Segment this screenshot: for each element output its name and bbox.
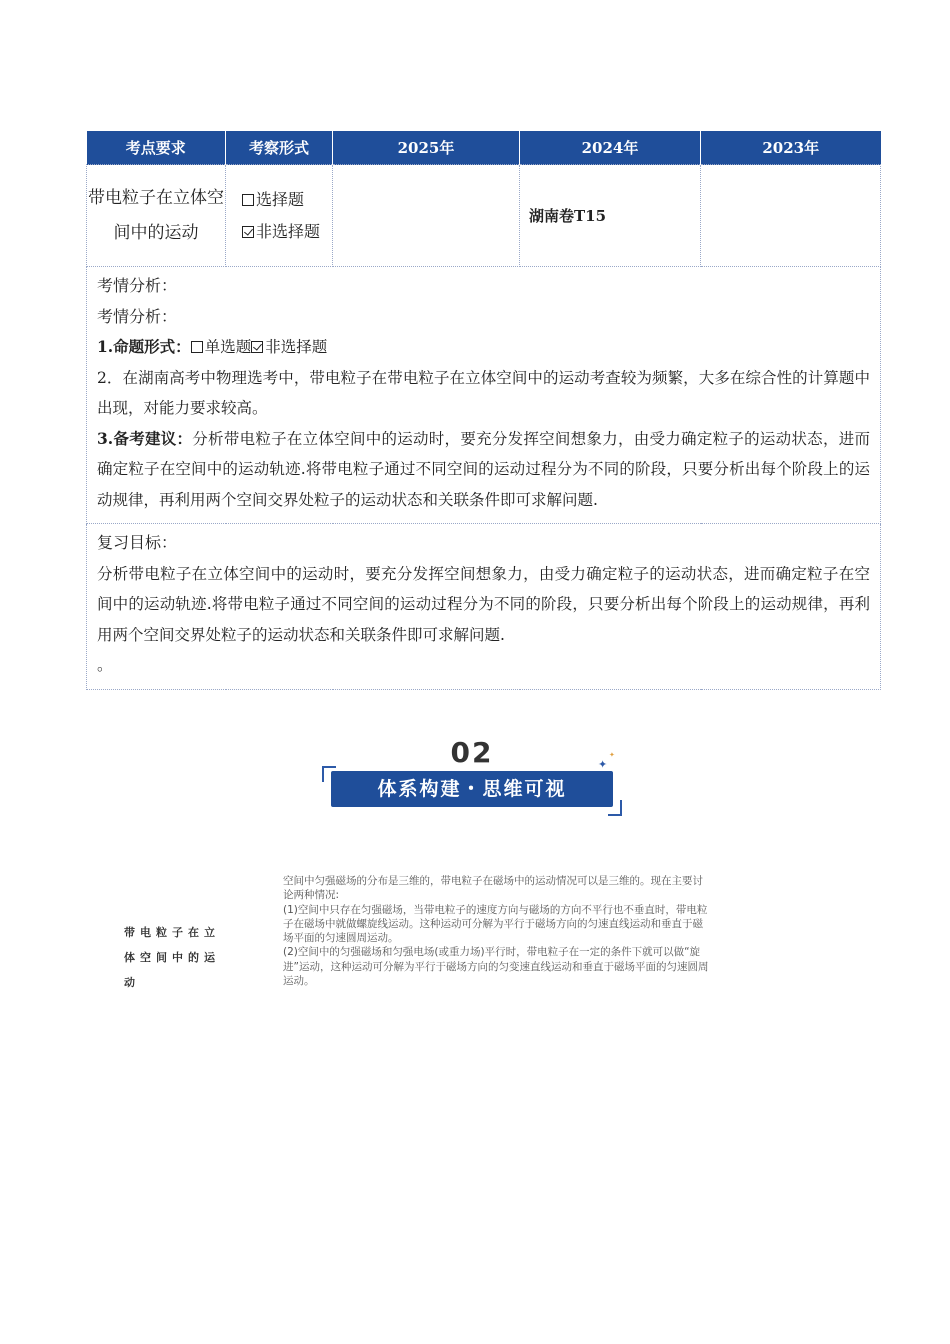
checkbox-checked-icon [242, 226, 254, 238]
checkbox-empty-icon [242, 194, 254, 206]
header-form: 考察形式 [226, 131, 333, 165]
review-cell [87, 524, 881, 690]
topic-cell: 带电粒子在立体空间中的运动 [87, 165, 226, 267]
year-2023-cell [701, 165, 881, 267]
review-title: 复习目标： [97, 533, 178, 552]
header-2025: 2025年 [333, 131, 520, 165]
analysis-item-1: 1.命题形式： 单选题 非选择题 [97, 337, 328, 356]
mindmap-paragraph: 空间中匀强磁场的分布是三维的，带电粒子在磁场中的运动情况可以是三维的。现在主要讨论两种情况: [283, 875, 703, 902]
review-row [87, 524, 881, 690]
header-2024: 2024年 [520, 131, 701, 165]
analysis-title-repeat: 考情分析： [97, 306, 178, 326]
review-text: 分析带电粒子在立体空间中的运动时，要充分发挥空间想象力，由受力确定粒子的运动状态，进而确定粒子在空间中的运动轨迹.将带电粒子通过不同空间的运动过程分为不同的阶段，只要分析出每个阶段上的运动规律，再利用两个空间交界处粒子的运动状态和关联条件即可求解问题. [97, 564, 870, 644]
review-tail: 。 [97, 656, 113, 674]
mindmap-topic: 带电粒子在立体空间中的运动 [124, 926, 220, 989]
section-number: 02 [450, 736, 494, 769]
header-topic: 考点要求 [87, 131, 226, 165]
mindmap-paragraph: (2)空间中的匀强磁场和匀强电场(或重力场)平行时，带电粒子在一定的条件下就可以做“旋进”运动，这种运动可分解为平行于磁场方向的匀变速直线运动和垂直于磁场平面的匀速圆周运动。 [283, 946, 709, 988]
section-title: 体系构建・思维可视 [331, 771, 613, 807]
section-banner [322, 736, 622, 818]
form-option-choice: 选择题 [242, 184, 332, 216]
analysis-cell [87, 267, 881, 524]
sparkle-small-icon: ✦ [609, 751, 615, 759]
mindmap-paragraph: (1)空间中只存在匀强磁场，当带电粒子的速度方向与磁场的方向不平行也不垂直时，带电粒子在磁场中就做螺旋线运动。这种运动可分解为平行于磁场方向的匀速直线运动和垂直于磁场平面的匀速圆周运动。 [283, 903, 708, 945]
table-header-row [87, 131, 881, 165]
header-2023: 2023年 [701, 131, 881, 165]
form-option-nonchoice: 非选择题 [242, 216, 332, 248]
analysis-title: 考情分析： [97, 276, 178, 295]
mindmap-description [283, 874, 713, 988]
year-2025-cell [333, 165, 520, 267]
analysis-item-2: 2．在湖南高考中物理选考中，带电粒子在带电粒子在立体空间中的运动考查较为频繁，大多在综合性的计算题中出现，对能力要求较高。 [97, 368, 870, 417]
table-row [87, 165, 881, 267]
sparkle-icon: ✦ [598, 758, 608, 771]
checkbox-checked-icon [251, 341, 263, 353]
form-cell [226, 165, 333, 267]
year-2024-cell: 湖南卷T15 [520, 165, 701, 267]
exam-table [86, 131, 881, 690]
analysis-row [87, 267, 881, 524]
checkbox-empty-icon [191, 341, 203, 353]
analysis-item-3: 3.备考建议：分析带电粒子在立体空间中的运动时，要充分发挥空间想象力，由受力确定粒子的运动状态，进而确定粒子在空间中的运动轨迹.将带电粒子通过不同空间的运动过程分为不同的阶段，只要分析出每个阶段上的运动规律，再利用两个空间交界处粒子的运动状态和关联条件即可求解问题. [97, 428, 870, 509]
